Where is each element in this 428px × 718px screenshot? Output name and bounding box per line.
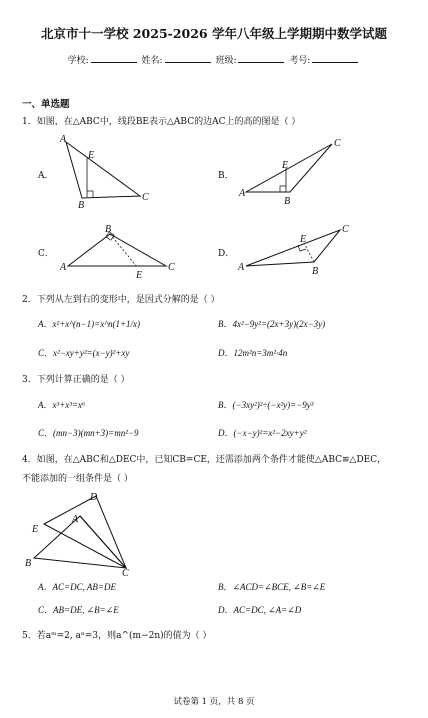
label-e: E (136, 270, 143, 281)
q3-option-c[interactable]: C．(mn−3)(mn+3)=mn²−9 (38, 428, 139, 438)
school-blank[interactable] (91, 54, 137, 63)
label-c: C (142, 192, 149, 203)
q3-stem: 3．下列计算正确的是（ ） (22, 375, 130, 385)
q4-option-c[interactable]: C．AB=DE, ∠B=∠E (38, 605, 119, 615)
q2-option-d[interactable]: D．12m²n=3m²·4n (218, 348, 288, 358)
q1-figure-c (59, 224, 175, 281)
exam-no-label: 考号: (289, 56, 311, 66)
exam-no-blank[interactable] (312, 54, 358, 63)
label-d: D (90, 492, 98, 503)
label-c: C (168, 262, 175, 273)
q2-option-b[interactable]: B．4x²−9y²=(2x+3y)(2x−3y) (218, 319, 326, 329)
q1-option-d-label: D． (218, 249, 235, 259)
label-c: C (334, 138, 341, 149)
q2-option-c[interactable]: C．x²−xy+y²=(x−y)²+xy (38, 348, 130, 358)
q2-option-a[interactable]: A．x²+x^(n−1)=x^n(1+1/x) (38, 319, 141, 329)
label-a: A (238, 262, 245, 273)
page-footer: 试卷第 1 页，共 8 页 (173, 697, 255, 707)
label-c: C (122, 568, 129, 578)
label-b: B (25, 558, 32, 569)
q3-option-b[interactable]: B．(−3xy²)²÷(−x²y)=−9y³ (218, 400, 314, 410)
label-a: A (72, 514, 79, 525)
q1-stem: 1．如图，在△ABC中，线段BE表示△ABC的边AC上的高的图是（ ） (22, 117, 301, 127)
name-blank[interactable] (165, 54, 211, 63)
q1-figures (0, 128, 428, 288)
label-b: B (105, 224, 112, 235)
label-e: E (282, 160, 289, 171)
q1-option-b-label: B． (218, 171, 234, 181)
label-a: A (60, 134, 67, 145)
q1-figure-a (59, 134, 149, 211)
label-e: E (88, 150, 95, 161)
q5-stem: 5．若aᵐ=2, aⁿ=3，则a^(m−2n)的值为（ ） (22, 631, 212, 641)
student-info-line (0, 53, 428, 66)
q4-option-d[interactable]: D．AC=DC, ∠A=∠D (218, 605, 302, 615)
q1-figure-b (238, 138, 341, 207)
q1-option-a-label: A． (38, 171, 54, 181)
q4-option-a[interactable]: A．AC=DC, AB=DE (38, 582, 116, 592)
label-e: E (300, 234, 307, 245)
q4-stem-line1: 4．如图，在△ABC和△DEC中，已知CB=CE，还需添加两个条件才能使△ABC≌△DEC， (22, 455, 387, 465)
q3-option-d[interactable]: D．(−x−y)²=x²−2xy+y² (218, 428, 307, 438)
q1-option-c-label: C． (38, 249, 54, 259)
label-a: A (239, 188, 246, 199)
school-label: 学校: (67, 56, 89, 66)
label-a: A (60, 262, 67, 273)
label-e: E (32, 524, 39, 535)
section-heading: 一、单选题 (22, 99, 70, 110)
q3-option-a[interactable]: A．x³+x³=x⁶ (38, 400, 86, 410)
class-blank[interactable] (238, 54, 284, 63)
label-b: B (284, 196, 291, 207)
label-c: C (342, 224, 349, 235)
label-b: B (312, 266, 319, 277)
q4-figure (0, 486, 200, 578)
class-label: 班级: (215, 56, 237, 66)
q1-figure-d (237, 224, 349, 277)
label-b: B (78, 200, 85, 211)
exam-title: 北京市十一学校 2025-2026 学年八年级上学期期中数学试题 (41, 26, 387, 41)
name-label: 姓名: (141, 56, 163, 66)
q2-stem: 2．下列从左到右的变形中，是因式分解的是（ ） (22, 295, 220, 305)
q4-stem-line2: 不能添加的一组条件是（ ） (22, 474, 133, 484)
q4-option-b[interactable]: B．∠ACD=∠BCE, ∠B=∠E (218, 582, 326, 592)
